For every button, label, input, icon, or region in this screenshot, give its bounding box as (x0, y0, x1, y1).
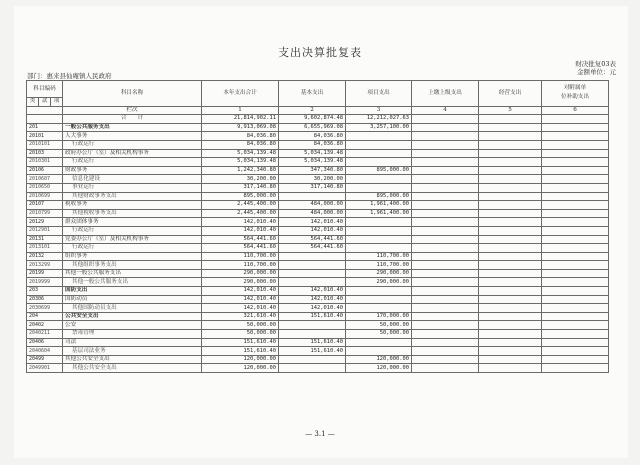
row-operating (479, 355, 542, 364)
row-upper (412, 192, 479, 201)
row-upper (412, 252, 479, 261)
row-code: 204 (27, 312, 63, 321)
row-name: 行政运行 (63, 140, 202, 149)
row-code: 2010101 (27, 140, 63, 149)
table-row (27, 330, 609, 339)
table-row (27, 261, 609, 270)
row-project: 120,000.00 (346, 364, 412, 373)
row-project: 110,700.00 (346, 252, 412, 261)
column-number-row (27, 106, 609, 115)
table-row (27, 201, 609, 210)
grand-total-label: 合 计 (63, 115, 202, 124)
row-total: 564,441.60 (202, 235, 279, 244)
row-code: 20306 (27, 295, 63, 304)
grand-total-basic: 9,602,874.48 (279, 115, 346, 124)
form-tag (575, 60, 616, 76)
row-operating (479, 295, 542, 304)
row-subsidiary (542, 140, 609, 149)
lanci-label: 栏次 (63, 106, 202, 115)
row-project (346, 244, 412, 253)
row-code: 2012901 (27, 226, 63, 235)
row-name: 组织事务 (63, 252, 202, 261)
row-basic (279, 355, 346, 364)
row-name: 公共安全支出 (63, 312, 202, 321)
row-code: 20402 (27, 321, 63, 330)
row-name: 行政运行 (63, 226, 202, 235)
row-basic (279, 192, 346, 201)
row-upper (412, 209, 479, 218)
header-operating: 经营支出 (479, 81, 542, 107)
row-basic: 142,010.40 (279, 218, 346, 227)
row-code: 20103 (27, 149, 63, 158)
row-operating (479, 140, 542, 149)
row-project: 50,000.00 (346, 321, 412, 330)
row-code: 2010301 (27, 158, 63, 167)
row-operating (479, 330, 542, 339)
row-project: 50,000.00 (346, 330, 412, 339)
col-num-2: 2 (279, 106, 346, 115)
row-upper (412, 312, 479, 321)
table-row (27, 132, 609, 141)
row-project (346, 218, 412, 227)
header-code-group: 科目编码 (27, 81, 63, 98)
row-subsidiary (542, 183, 609, 192)
row-total: 151,610.40 (202, 347, 279, 356)
row-subsidiary (542, 252, 609, 261)
row-subsidiary (542, 158, 609, 167)
row-subsidiary (542, 261, 609, 270)
table-body (27, 123, 609, 372)
row-total: 50,000.00 (202, 330, 279, 339)
header-total: 本年支出合计 (202, 81, 279, 107)
row-code: 2010699 (27, 192, 63, 201)
page-title: 支出决算批复表 (278, 46, 362, 59)
row-operating (479, 201, 542, 210)
row-project (346, 347, 412, 356)
row-project (346, 235, 412, 244)
row-subsidiary (542, 330, 609, 339)
row-total: 9,913,069.08 (202, 123, 279, 132)
table-row (27, 235, 609, 244)
row-code: 2030699 (27, 304, 63, 313)
row-name: 行政运行 (63, 244, 202, 253)
row-total: 290,000.00 (202, 278, 279, 287)
row-subsidiary (542, 304, 609, 313)
row-subsidiary (542, 123, 609, 132)
expenditure-table (26, 80, 609, 373)
row-upper (412, 338, 479, 347)
table-row (27, 209, 609, 218)
table-row (27, 226, 609, 235)
row-code: 201 (27, 123, 63, 132)
row-name: 信息化建设 (63, 175, 202, 184)
row-subsidiary (542, 278, 609, 287)
header-lei: 类 (27, 98, 39, 107)
row-total: 290,000.00 (202, 269, 279, 278)
row-project (346, 304, 412, 313)
row-operating (479, 235, 542, 244)
row-upper (412, 278, 479, 287)
row-project (346, 175, 412, 184)
row-total: 1,242,340.80 (202, 166, 279, 175)
row-upper (412, 140, 479, 149)
header-basic: 基本支出 (279, 81, 346, 107)
table-row (27, 166, 609, 175)
row-operating (479, 364, 542, 373)
header-subsidiary-line1: 对附属单 (563, 85, 587, 92)
header-subsidiary (542, 81, 609, 107)
row-code: 2010799 (27, 209, 63, 218)
row-upper (412, 218, 479, 227)
row-total: 30,200.00 (202, 175, 279, 184)
row-name: 国防支出 (63, 287, 202, 296)
row-upper (412, 330, 479, 339)
row-total: 5,034,139.48 (202, 158, 279, 167)
row-name: 禁毒管理 (63, 330, 202, 339)
row-total: 120,000.00 (202, 364, 279, 373)
row-upper (412, 244, 479, 253)
row-project: 895,000.00 (346, 192, 412, 201)
row-code: 2019999 (27, 278, 63, 287)
header-project: 项目支出 (346, 81, 412, 107)
row-subsidiary (542, 209, 609, 218)
row-subsidiary (542, 244, 609, 253)
row-operating (479, 132, 542, 141)
table-row (27, 295, 609, 304)
table-row (27, 123, 609, 132)
row-code: 20406 (27, 338, 63, 347)
row-operating (479, 209, 542, 218)
row-code: 2049901 (27, 364, 63, 373)
header-xiang: 项 (51, 98, 63, 107)
row-project (346, 149, 412, 158)
row-code: 2010607 (27, 175, 63, 184)
row-code: 20107 (27, 201, 63, 210)
row-subsidiary (542, 166, 609, 175)
col-num-3: 3 (346, 106, 412, 115)
table-row (27, 304, 609, 313)
row-code: 20101 (27, 132, 63, 141)
row-project (346, 132, 412, 141)
table-row (27, 347, 609, 356)
row-total: 142,010.40 (202, 226, 279, 235)
row-name: 其他一般公共服务支出 (63, 269, 202, 278)
table-row (27, 278, 609, 287)
row-upper (412, 295, 479, 304)
row-basic: 564,441.60 (279, 235, 346, 244)
row-project: 110,700.00 (346, 261, 412, 270)
table-row (27, 355, 609, 364)
department-label: 部门：惠来县仙庵镇人民政府 (27, 72, 112, 80)
row-basic (279, 252, 346, 261)
row-upper (412, 226, 479, 235)
row-name: 基层司法业务 (63, 347, 202, 356)
row-subsidiary (542, 364, 609, 373)
row-operating (479, 338, 542, 347)
row-project: 170,000.00 (346, 312, 412, 321)
row-name: 其他组织事务支出 (63, 261, 202, 270)
row-name: 其他财政事务支出 (63, 192, 202, 201)
row-project: 1,961,400.00 (346, 209, 412, 218)
row-code: 20199 (27, 269, 63, 278)
row-name: 财政事务 (63, 166, 202, 175)
row-name: 其他公共安全支出 (63, 355, 202, 364)
row-basic (279, 330, 346, 339)
header-name: 科目名称 (63, 81, 202, 107)
row-basic (279, 364, 346, 373)
row-total: 142,010.40 (202, 304, 279, 313)
row-basic: 151,610.40 (279, 338, 346, 347)
row-code: 20132 (27, 252, 63, 261)
table-row (27, 192, 609, 201)
row-project (346, 140, 412, 149)
row-subsidiary (542, 269, 609, 278)
col-num-4: 4 (412, 106, 479, 115)
row-subsidiary (542, 175, 609, 184)
table-row (27, 244, 609, 253)
row-operating (479, 347, 542, 356)
row-operating (479, 287, 542, 296)
page-number: — 3.1 — (305, 430, 335, 438)
row-total: 120,000.00 (202, 355, 279, 364)
row-operating (479, 226, 542, 235)
row-subsidiary (542, 355, 609, 364)
grand-total-project: 12,212,027.63 (346, 115, 412, 124)
row-subsidiary (542, 149, 609, 158)
row-upper (412, 235, 479, 244)
row-basic (279, 261, 346, 270)
row-name: 其他一般公共服务支出 (63, 278, 202, 287)
row-name: 行政运行 (63, 158, 202, 167)
row-basic (279, 269, 346, 278)
row-upper (412, 175, 479, 184)
row-code: 2010650 (27, 183, 63, 192)
row-total: 564,441.60 (202, 244, 279, 253)
col-num-5: 5 (479, 106, 542, 115)
row-subsidiary (542, 321, 609, 330)
row-basic: 151,610.40 (279, 312, 346, 321)
header-upper: 上缴上级支出 (412, 81, 479, 107)
row-upper (412, 269, 479, 278)
row-total: 110,700.00 (202, 261, 279, 270)
row-upper (412, 287, 479, 296)
row-name: 一般公共服务支出 (63, 123, 202, 132)
row-basic: 142,010.40 (279, 304, 346, 313)
row-project (346, 226, 412, 235)
row-operating (479, 269, 542, 278)
row-basic (279, 321, 346, 330)
table-row (27, 312, 609, 321)
header-kuan: 款 (39, 98, 51, 107)
row-subsidiary (542, 201, 609, 210)
row-total: 50,000.00 (202, 321, 279, 330)
row-subsidiary (542, 347, 609, 356)
row-basic: 5,034,139.48 (279, 158, 346, 167)
row-basic: 564,441.60 (279, 244, 346, 253)
row-basic: 142,010.40 (279, 295, 346, 304)
form-id: 财决批复03表 (575, 60, 616, 68)
row-upper (412, 261, 479, 270)
row-subsidiary (542, 218, 609, 227)
row-code: 20499 (27, 355, 63, 364)
row-basic (279, 278, 346, 287)
row-upper (412, 132, 479, 141)
row-project: 895,000.00 (346, 166, 412, 175)
row-subsidiary (542, 287, 609, 296)
row-name: 政府办公厅（室）及相关机构事务 (63, 149, 202, 158)
row-basic: 317,140.80 (279, 183, 346, 192)
row-basic: 30,200.00 (279, 175, 346, 184)
row-upper (412, 149, 479, 158)
table-row (27, 338, 609, 347)
row-upper (412, 183, 479, 192)
row-subsidiary (542, 235, 609, 244)
row-total: 317,140.80 (202, 183, 279, 192)
row-subsidiary (542, 295, 609, 304)
col-num-6: 6 (542, 106, 609, 115)
row-basic: 142,010.40 (279, 287, 346, 296)
row-basic: 347,340.80 (279, 166, 346, 175)
row-total: 2,445,400.00 (202, 209, 279, 218)
row-basic: 142,010.40 (279, 226, 346, 235)
col-num-1: 1 (202, 106, 279, 115)
row-total: 895,000.00 (202, 192, 279, 201)
row-name: 公安 (63, 321, 202, 330)
row-project: 3,257,100.00 (346, 123, 412, 132)
row-code: 2013101 (27, 244, 63, 253)
row-name: 税收事务 (63, 201, 202, 210)
row-total: 142,010.40 (202, 287, 279, 296)
row-upper (412, 166, 479, 175)
row-operating (479, 321, 542, 330)
row-name: 事业运行 (63, 183, 202, 192)
table-row (27, 140, 609, 149)
row-upper (412, 304, 479, 313)
table-row (27, 269, 609, 278)
row-operating (479, 218, 542, 227)
table-row (27, 321, 609, 330)
row-operating (479, 175, 542, 184)
row-basic: 484,000.00 (279, 209, 346, 218)
row-basic: 5,034,139.48 (279, 149, 346, 158)
row-name: 人大事务 (63, 132, 202, 141)
row-name: 群众团体事务 (63, 218, 202, 227)
row-total: 2,445,400.00 (202, 201, 279, 210)
row-operating (479, 252, 542, 261)
row-code: 2013299 (27, 261, 63, 270)
table-row (27, 158, 609, 167)
row-total: 321,610.40 (202, 312, 279, 321)
row-operating (479, 304, 542, 313)
table-row (27, 252, 609, 261)
row-basic: 6,655,969.08 (279, 123, 346, 132)
row-upper (412, 201, 479, 210)
table-row (27, 183, 609, 192)
row-project (346, 295, 412, 304)
row-operating (479, 312, 542, 321)
row-project (346, 338, 412, 347)
row-project: 290,000.00 (346, 269, 412, 278)
row-upper (412, 321, 479, 330)
row-name: 其他国防动员支出 (63, 304, 202, 313)
row-operating (479, 192, 542, 201)
row-total: 142,010.40 (202, 295, 279, 304)
row-total: 84,036.80 (202, 132, 279, 141)
row-basic: 84,036.80 (279, 132, 346, 141)
row-subsidiary (542, 226, 609, 235)
amount-unit: 金额单位：元 (577, 68, 616, 76)
row-name: 国防动员 (63, 295, 202, 304)
row-basic: 151,610.40 (279, 347, 346, 356)
row-subsidiary (542, 312, 609, 321)
row-total: 151,610.40 (202, 338, 279, 347)
row-total: 5,034,139.48 (202, 149, 279, 158)
row-code: 2040211 (27, 330, 63, 339)
row-upper (412, 347, 479, 356)
table-row (27, 149, 609, 158)
row-upper (412, 364, 479, 373)
table-row (27, 218, 609, 227)
row-project: 1,961,400.00 (346, 201, 412, 210)
row-operating (479, 123, 542, 132)
row-operating (479, 261, 542, 270)
row-basic: 84,036.80 (279, 140, 346, 149)
row-total: 110,700.00 (202, 252, 279, 261)
row-subsidiary (542, 338, 609, 347)
row-operating (479, 278, 542, 287)
row-operating (479, 158, 542, 167)
row-basic: 484,000.00 (279, 201, 346, 210)
row-project (346, 287, 412, 296)
table-row (27, 287, 609, 296)
grand-total-row (27, 115, 609, 124)
header-row-1 (27, 81, 609, 98)
row-code: 2040604 (27, 347, 63, 356)
row-code: 20129 (27, 218, 63, 227)
row-project (346, 183, 412, 192)
row-project: 120,000.00 (346, 355, 412, 364)
row-upper (412, 123, 479, 132)
row-operating (479, 244, 542, 253)
row-project: 290,000.00 (346, 278, 412, 287)
grand-total-total: 21,814,902.11 (202, 115, 279, 124)
row-name: 党委办公厅（室）及相关机构事务 (63, 235, 202, 244)
row-upper (412, 158, 479, 167)
row-code: 203 (27, 287, 63, 296)
row-total: 142,010.40 (202, 218, 279, 227)
row-subsidiary (542, 192, 609, 201)
row-name: 其他税收事务支出 (63, 209, 202, 218)
row-operating (479, 166, 542, 175)
header-subsidiary-line2: 位补助支出 (561, 94, 589, 101)
row-name: 其他公共安全支出 (63, 364, 202, 373)
row-code: 20131 (27, 235, 63, 244)
row-project (346, 158, 412, 167)
table-row (27, 175, 609, 184)
row-total: 84,036.80 (202, 140, 279, 149)
table-row (27, 364, 609, 373)
row-upper (412, 355, 479, 364)
row-operating (479, 183, 542, 192)
row-code: 20106 (27, 166, 63, 175)
row-name: 司法 (63, 338, 202, 347)
row-operating (479, 149, 542, 158)
row-subsidiary (542, 132, 609, 141)
